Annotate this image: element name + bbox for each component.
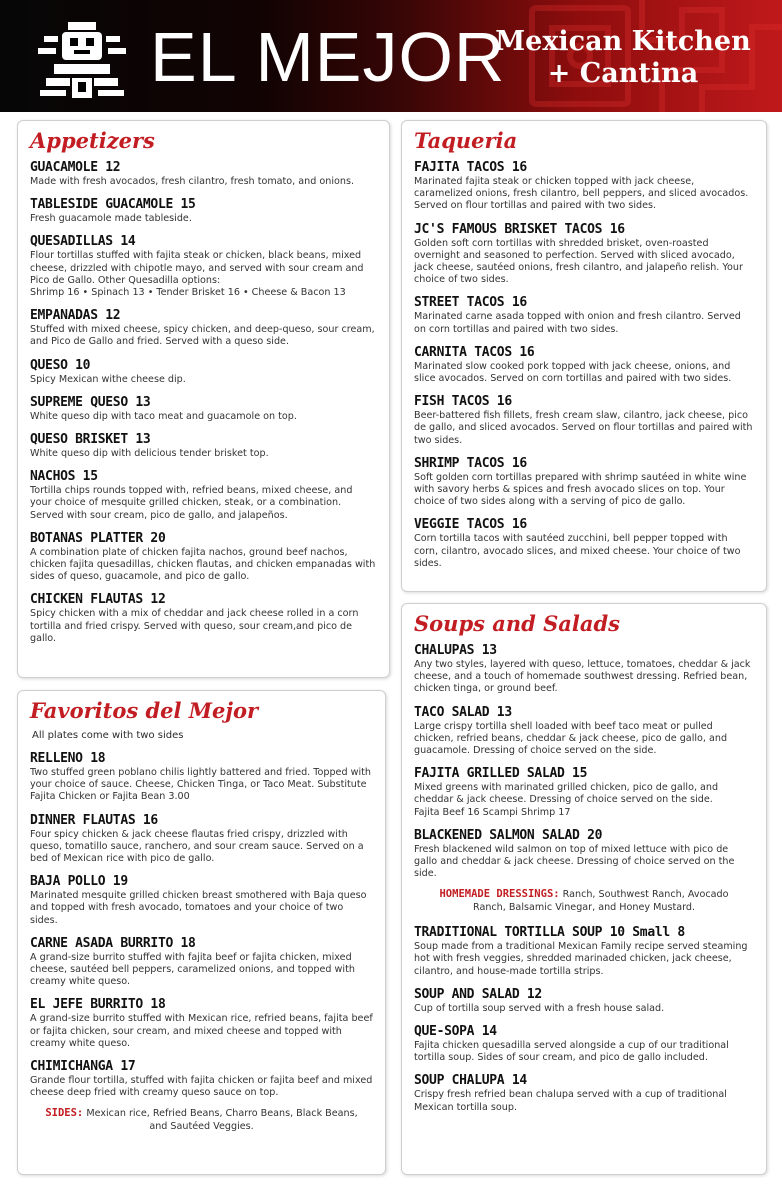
menu-item bbox=[414, 827, 754, 881]
menu-item-description: Mixed greens with marinated grilled chicken, pico de gallo, and cheddar & jack cheese. Dressing of choice served on the side. bbox=[414, 782, 719, 806]
sides-line-1: Mexican rice, Refried Beans, Charro Beans, Black Beans, bbox=[86, 1108, 358, 1120]
menu-item-title: BOTANAS PLATTER 20 bbox=[30, 530, 166, 546]
favoritos-section bbox=[17, 690, 386, 1175]
menu-item-title: DINNER FLAUTAS 16 bbox=[30, 812, 158, 828]
quesadilla-options: Shrimp 16 • Spinach 13 • Tender Brisket 16 • Cheese & Bacon 13 bbox=[30, 287, 346, 299]
menu-item bbox=[30, 196, 377, 225]
menu-item-description: Spicy chicken with a mix of cheddar and jack cheese rolled in a corn tortilla and fried crispy. Served with queso, sour cream,and pico de gallo. bbox=[30, 608, 359, 644]
menu-item bbox=[30, 159, 377, 188]
menu-item-description: Tortilla chips rounds topped with, refried beans, mixed cheese, and your choice of mesquite grilled chicken, steak, or a combination. Served with sour cream, pico de gallo, and jalapeños. bbox=[30, 485, 353, 521]
menu-item-title: CARNE ASADA BURRITO 18 bbox=[30, 935, 196, 951]
sides-label: SIDES: bbox=[45, 1107, 84, 1120]
menu-item-title: SOUP CHALUPA 14 bbox=[414, 1073, 527, 1089]
menu-item bbox=[414, 221, 754, 287]
menu-item-title: GUACAMOLE 12 bbox=[30, 160, 121, 175]
section-title: Appetizers bbox=[30, 128, 155, 153]
menu-item-description: Soup made from a traditional Mexican Family recipe served steaming hot with fresh veggies, shredded marinaded chicken, jack cheese, cilantro, and house-made tortilla strips. bbox=[414, 941, 748, 977]
menu-item bbox=[30, 530, 377, 584]
menu-item bbox=[414, 159, 754, 213]
menu-item bbox=[30, 307, 377, 348]
menu-item-title: EMPANADAS 12 bbox=[30, 308, 121, 324]
salad-protein-options: Fajita Beef 16 Scampi Shrimp 17 bbox=[414, 806, 571, 818]
taqueria-section bbox=[401, 120, 767, 592]
menu-item-title: QUESO 10 bbox=[30, 357, 91, 373]
menu-item-description: Beer-battered fish fillets, fresh cream slaw, cilantro, jack cheese, pico de gallo, and sliced avocados. Served on flour tortillas and paired with two sides. bbox=[414, 410, 753, 446]
menu-item-description: Fajita chicken quesadilla served alongside a cup of our traditional tortilla soup. Sides of sour cream, and pico de gallo included. bbox=[414, 1040, 729, 1064]
menu-item-description: Fresh blackened wild salmon on top of mixed lettuce with pico de gallo and cheddar & jack cheese. Dressing of choice served on the side. bbox=[414, 843, 735, 880]
menu-item-description: Marinated carne asada topped with onion and fresh cilantro. Served on corn tortillas and paired with two sides. bbox=[414, 311, 741, 335]
section-title: Taqueria bbox=[414, 128, 518, 153]
menu-item-description: Marinated fajita steak or chicken topped with jack cheese, caramelized onions, fresh cilantro, bell peppers, and sliced avocados. Served on flour tortillas and paired with two sides. bbox=[414, 176, 749, 212]
menu-item-title: SOUP AND SALAD 12 bbox=[414, 986, 542, 1002]
menu-item bbox=[414, 294, 754, 335]
menu-item-description: Fresh guacamole made tableside. bbox=[30, 213, 192, 225]
dressings-note bbox=[414, 888, 754, 914]
menu-item-description: Grande flour tortilla, stuffed with fajita chicken or fajita beef and mixed cheese deep fried with creamy queso sauce on top. bbox=[30, 1075, 373, 1099]
menu-item-title: CHALUPAS 13 bbox=[414, 643, 497, 658]
menu-item bbox=[414, 704, 754, 758]
menu-item-description: Corn tortilla tacos with sautéed zucchini, bell pepper topped with corn, cilantro, avocado slices, and mixed cheese. Your choice of two sides. bbox=[414, 533, 741, 569]
menu-item bbox=[414, 455, 754, 509]
menu-item-description: Four spicy chicken & jack cheese flautas fried crispy, drizzled with queso, tomatillo sauce, ranchero, and sour cream sauce. Served on a bed of Mexican rice with pico de gallo. bbox=[30, 828, 364, 865]
menu-item bbox=[414, 344, 754, 385]
menu-item-title: FISH TACOS 16 bbox=[414, 394, 512, 410]
menu-item-title: TRADITIONAL TORTILLA SOUP 10 Small 8 bbox=[414, 925, 685, 941]
menu-item-title: SUPREME QUESO 13 bbox=[30, 394, 151, 410]
menu-item-description: A grand-size burrito stuffed with Mexican rice, refried beans, fajita beef or fajita chicken, sour cream, and mixed cheese and topped with creamy white queso. bbox=[30, 1013, 373, 1049]
menu-item bbox=[414, 642, 754, 696]
menu-item-title: EL JEFE BURRITO 18 bbox=[30, 997, 166, 1013]
section-title: Favoritos del Mejor bbox=[30, 698, 259, 723]
dressings-line-1: Ranch, Southwest Ranch, Avocado bbox=[562, 889, 729, 901]
menu-item-title: CHIMICHANGA 17 bbox=[30, 1059, 136, 1075]
menu-item bbox=[414, 1023, 754, 1064]
tagline-line-2: + Cantina bbox=[547, 58, 699, 89]
menu-item-description: Any two styles, layered with queso, lettuce, tomatoes, cheddar & jack cheese, and a touch of homemade southwest dressing. Refried bean, chicken tinga, or ground beef. bbox=[414, 659, 751, 695]
menu-item-description: Large crispy tortilla shell loaded with beef taco meat or pulled chicken, refried beans, cheddar & jack cheese, pico de gallo, and guacamole. Dressing of choice served on the side. bbox=[414, 720, 728, 757]
menu-item bbox=[30, 1058, 373, 1099]
menu-item-title: RELLENO 18 bbox=[30, 751, 106, 766]
menu-item bbox=[30, 812, 373, 866]
menu-item bbox=[30, 750, 373, 804]
sides-note bbox=[30, 1107, 373, 1133]
menu-item-description: Flour tortillas stuffed with fajita steak or chicken, black beans, mixed cheese, drizzled with chipotle mayo, and served with sour cream and Pico de Gallo. Other Quesadilla options: bbox=[30, 250, 364, 286]
dressings-label: HOMEMADE DRESSINGS: bbox=[439, 888, 560, 901]
menu-item-title: CARNITA TACOS 16 bbox=[414, 344, 535, 360]
tagline-line-1: Mexican Kitchen bbox=[495, 26, 751, 57]
section-title: Soups and Salads bbox=[414, 611, 620, 636]
menu-item-title: VEGGIE TACOS 16 bbox=[414, 517, 527, 533]
menu-item-title: QUE-SOPA 14 bbox=[414, 1024, 497, 1040]
menu-item-title: CHICKEN FLAUTAS 12 bbox=[30, 592, 166, 608]
menu-item-description: Soft golden corn tortillas prepared with shrimp sautéed in white wine with savory herbs & spices and fresh avocado slices on top. Your choice of two sides along with a serving of pico de gallo. bbox=[414, 471, 747, 508]
menu-item bbox=[414, 393, 754, 447]
menu-item bbox=[30, 468, 377, 522]
menu-item-title: SHRIMP TACOS 16 bbox=[414, 455, 527, 471]
menu-item bbox=[414, 986, 754, 1015]
menu-item-description: Stuffed with mixed cheese, spicy chicken, and deep-queso, sour cream, and Pico de Gallo and fried. Served with a queso side. bbox=[30, 324, 375, 348]
menu-item bbox=[30, 431, 377, 460]
menu-item bbox=[30, 591, 377, 645]
menu-item-description: White queso dip with delicious tender brisket top. bbox=[30, 448, 269, 460]
menu-item bbox=[414, 1072, 754, 1113]
menu-item-title: BLACKENED SALMON SALAD 20 bbox=[414, 827, 603, 843]
sides-line-2: and Sautéed Veggies. bbox=[149, 1120, 254, 1132]
menu-item-title: QUESADILLAS 14 bbox=[30, 234, 136, 250]
brand-name: EL MEJOR bbox=[150, 18, 506, 96]
appetizers-section bbox=[17, 120, 390, 678]
menu-item-description: Golden soft corn tortillas with shredded brisket, oven-roasted overnight and seasoned to perfection. Served with sliced avocado, jack cheese, sautéed onions, fresh cilantro, and jalapeño relish. Your choice of two sides. bbox=[414, 237, 743, 286]
menu-item bbox=[30, 935, 373, 989]
menu-item-description: Made with fresh avocados, fresh cilantro, fresh tomato, and onions. bbox=[30, 176, 354, 187]
menu-item-description: Cup of tortilla soup served with a fresh house salad. bbox=[414, 1002, 665, 1014]
soups-salads-section bbox=[401, 603, 767, 1175]
menu-item-description: A grand-size burrito stuffed with fajita beef or fajita chicken, mixed cheese, sautéed bell peppers, caramelized onions, and topped with creamy white queso. bbox=[30, 951, 355, 988]
menu-item bbox=[414, 765, 754, 819]
menu-item-description: Marinated slow cooked pork topped with jack cheese, onions, and slice avocados. Served on corn tortillas and paired with two sides. bbox=[414, 360, 732, 385]
menu-item-title: BAJA POLLO 19 bbox=[30, 874, 128, 890]
menu-item bbox=[30, 233, 377, 299]
menu-item bbox=[414, 516, 754, 570]
menu-item-description: Marinated mesquite grilled chicken breast smothered with Baja queso and topped with fresh avocado, tomatoes and your choice of two sides. bbox=[30, 890, 367, 926]
aztec-warrior-logo-icon bbox=[34, 18, 130, 102]
menu-item bbox=[414, 924, 754, 978]
menu-item bbox=[30, 996, 373, 1050]
dressings-line-2: Ranch, Balsamic Vinegar, and Honey Mustard. bbox=[472, 901, 696, 913]
brand-tagline bbox=[478, 26, 768, 90]
menu-item bbox=[30, 394, 377, 423]
header-banner bbox=[0, 0, 782, 112]
menu-item-title: FAJITA TACOS 16 bbox=[414, 160, 527, 175]
menu-item-description: Spicy Mexican withe cheese dip. bbox=[30, 373, 186, 385]
menu-item-description: Two stuffed green poblano chilis lightly battered and fried. Topped with your choice of sauce. Cheese, Chicken Tinga, or Taco Meat. Substitute Fajita Chicken or Fajita Bean 3.00 bbox=[30, 767, 371, 803]
menu-item-title: JC'S FAMOUS BRISKET TACOS 16 bbox=[414, 221, 625, 237]
menu-item-title: QUESO BRISKET 13 bbox=[30, 432, 151, 448]
menu-item-description: Crispy fresh refried bean chalupa served with a cup of traditional Mexican tortilla soup. bbox=[414, 1089, 727, 1113]
menu-item-title: NACHOS 15 bbox=[30, 469, 98, 485]
menu-item-title: TACO SALAD 13 bbox=[414, 704, 512, 720]
menu-item-title: TABLESIDE GUACAMOLE 15 bbox=[30, 197, 196, 213]
menu-item-title: STREET TACOS 16 bbox=[414, 295, 527, 311]
menu-item-title: FAJITA GRILLED SALAD 15 bbox=[414, 766, 588, 782]
menu-item bbox=[30, 357, 377, 386]
menu-item bbox=[30, 873, 373, 927]
menu-item-description: A combination plate of chicken fajita nachos, ground beef nachos, chicken fajita quesadillas, chicken flautas, and chicken empanadas with sides of queso, guacamole, and pico de gallo. bbox=[30, 546, 376, 583]
menu-item-description: White queso dip with taco meat and guacamole on top. bbox=[30, 410, 297, 422]
section-note: All plates come with two sides bbox=[32, 730, 184, 741]
